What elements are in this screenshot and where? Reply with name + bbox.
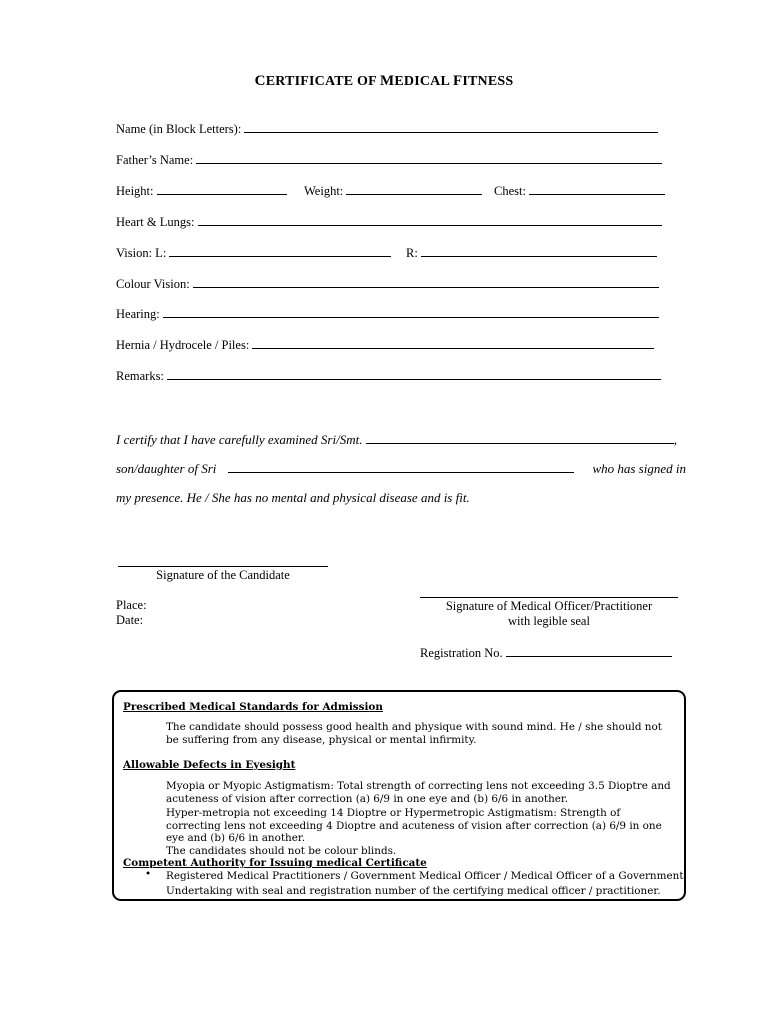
father-name-blank[interactable]: [196, 152, 662, 164]
field-vision-left: [116, 245, 391, 261]
field-vision-right: [406, 245, 657, 261]
authority-bullet-item: Registered Medical Practitioners / Government Medical Officer / Medical Officer of a Government: [166, 870, 684, 882]
field-height: [116, 183, 287, 199]
vision-right-blank[interactable]: [421, 245, 657, 257]
vision-right-label: R:: [406, 246, 418, 260]
heart-lungs-label: Heart & Lungs:: [116, 215, 195, 229]
field-colour-vision: [116, 276, 659, 292]
name-label: Name (in Block Letters):: [116, 122, 242, 136]
registration-blank[interactable]: [506, 645, 672, 657]
remarks-label: Remarks:: [116, 369, 164, 383]
eyesight-heading: Allowable Defects in Eyesight: [123, 759, 296, 771]
officer-signature-line[interactable]: [420, 597, 678, 598]
field-registration: [420, 645, 672, 661]
vision-left-label: Vision: L:: [116, 246, 167, 260]
hearing-blank[interactable]: [163, 306, 659, 318]
certify-line-2-end: who has signed in: [592, 461, 686, 476]
chest-label: Chest:: [494, 184, 526, 198]
weight-blank[interactable]: [346, 183, 482, 195]
father-name-label: Father’s Name:: [116, 153, 194, 167]
certify-line-1-text: I certify that I have carefully examined Sri/Smt.: [116, 432, 363, 447]
field-remarks: [116, 368, 661, 384]
vision-left-blank[interactable]: [169, 245, 391, 257]
examined-name-blank[interactable]: [366, 432, 674, 444]
hearing-label: Hearing:: [116, 307, 160, 321]
certify-line-1: [116, 432, 677, 448]
hernia-blank[interactable]: [252, 337, 654, 349]
colour-vision-label: Colour Vision:: [116, 277, 190, 291]
officer-seal-label: with legible seal: [508, 614, 590, 628]
myopia-paragraph: Myopia or Myopic Astigmatism: Total strength of correcting lens not exceeding 3.5 Dioptre and acuteness of vision after correction (a) 6/9 in one eye and (b) 6/6 in another.: [166, 780, 671, 805]
colour-vision-blank[interactable]: [193, 276, 659, 288]
hypermetropia-paragraph: Hyper-metropia not exceeding 14 Dioptre or Hypermetropic Astigmatism: Strength of correcting lens not exceeding 4 Dioptre and acuteness of vision after correction (a) 6/9 in one eye and (b) 6/6 in another.: [166, 807, 662, 844]
chest-blank[interactable]: [529, 183, 665, 195]
registration-label: Registration No.: [420, 646, 503, 660]
certify-line-2-start: son/daughter of Sri: [116, 461, 217, 476]
candidate-signature-line[interactable]: [118, 566, 328, 567]
colour-blind-paragraph: The candidates should not be colour blinds.: [166, 845, 397, 857]
certify-comma: ,: [673, 432, 677, 447]
hernia-label: Hernia / Hydrocele / Piles:: [116, 338, 250, 352]
field-name: [116, 121, 658, 137]
place-label: Place:: [116, 598, 147, 612]
parent-name-blank[interactable]: [228, 461, 574, 473]
weight-label: Weight:: [304, 184, 344, 198]
height-blank[interactable]: [157, 183, 287, 195]
certify-line-2: [116, 461, 686, 477]
remarks-blank[interactable]: [167, 368, 661, 380]
date-label: Date:: [116, 613, 144, 627]
candidate-signature-label: Signature of the Candidate: [156, 568, 290, 582]
heart-lungs-blank[interactable]: [198, 214, 662, 226]
field-father-name: [116, 152, 662, 168]
authority-bullet-continuation: Undertaking with seal and registration number of the certifying medical officer / practitioner.: [166, 885, 661, 897]
page-title: CERTIFICATE OF MEDICAL FITNESS: [254, 73, 514, 89]
height-label: Height:: [116, 184, 154, 198]
name-blank[interactable]: [244, 121, 658, 133]
field-heart-lungs: [116, 214, 662, 230]
field-hearing: [116, 306, 659, 322]
standards-heading: Prescribed Medical Standards for Admission: [123, 701, 383, 713]
officer-signature-label: Signature of Medical Officer/Practitioner: [445, 599, 653, 613]
field-chest: [494, 183, 665, 199]
field-weight: [304, 183, 482, 199]
standards-paragraph: The candidate should possess good health and physique with sound mind. He / she should not be suffering from any disease, physical or mental infirmity.: [166, 721, 662, 746]
authority-heading: Competent Authority for Issuing medical Certificate: [123, 857, 427, 869]
certify-line-3: my presence. He / She has no mental and physical disease and is fit.: [116, 490, 470, 505]
field-hernia: [116, 337, 654, 353]
medical-standards-box: [112, 690, 686, 901]
bullet-icon: •: [145, 868, 152, 880]
